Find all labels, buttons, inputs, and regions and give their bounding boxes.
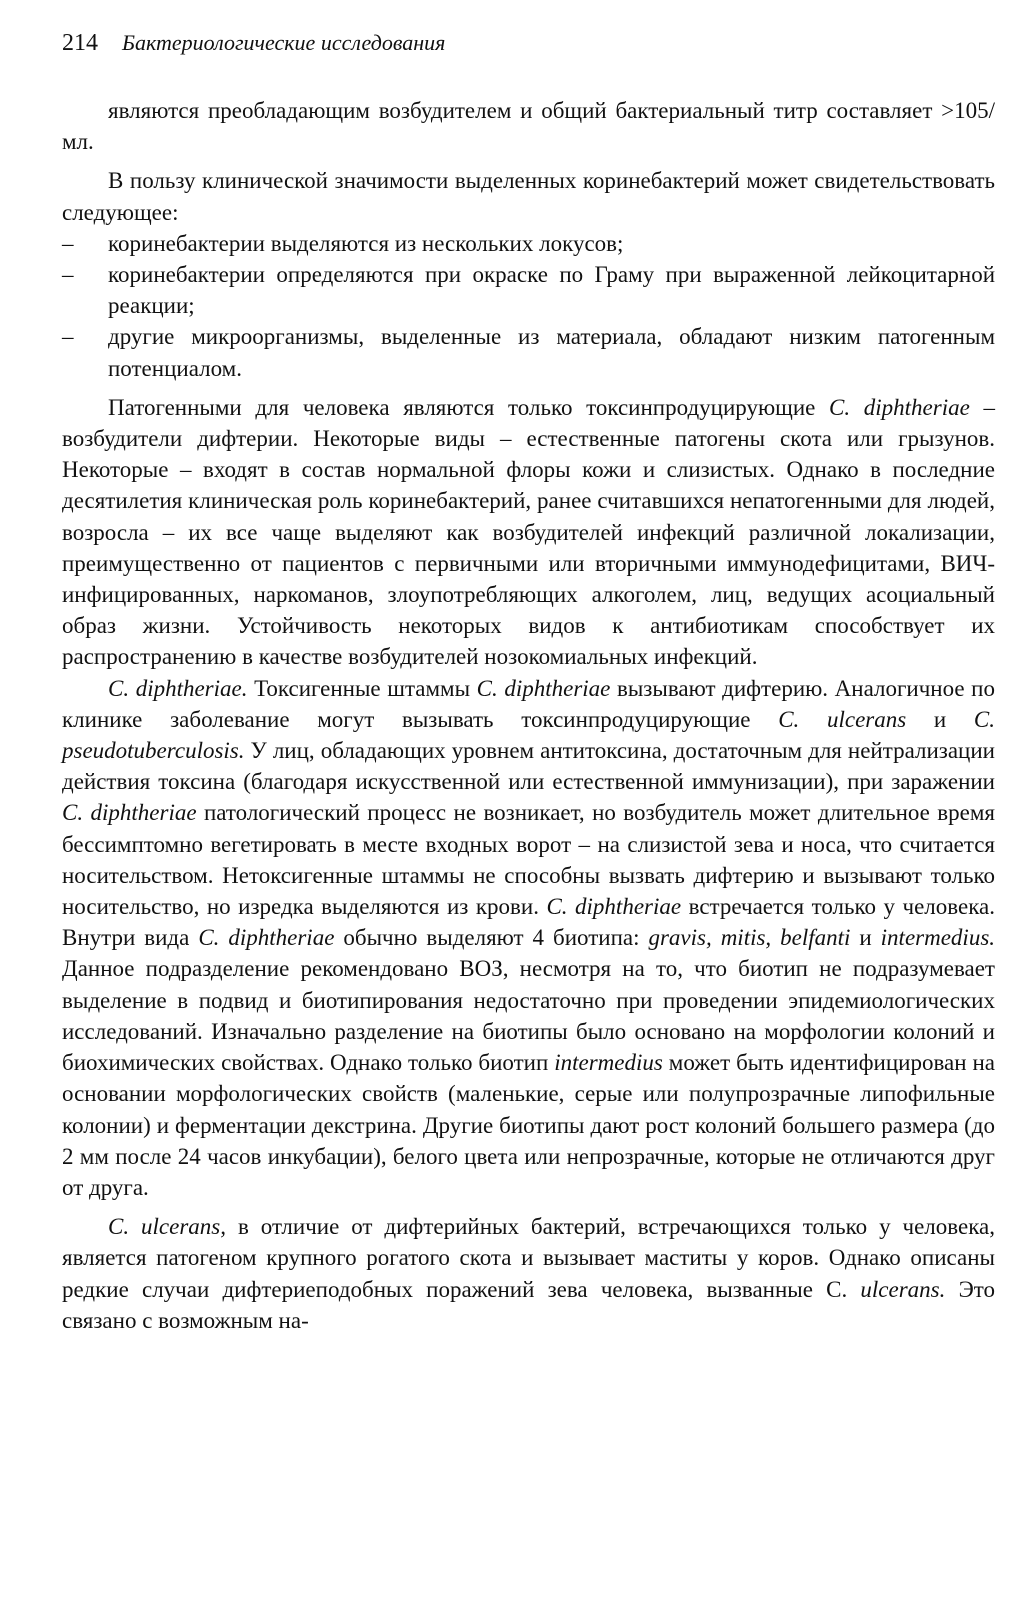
text-run: Патогенными для человека являются только токсинпродуцирующие bbox=[108, 394, 830, 420]
species-name: C. ulcerans bbox=[778, 706, 907, 732]
text-run: обычно выделяют 4 биотипа: bbox=[334, 925, 649, 951]
biotype-name: intermedius. bbox=[880, 925, 996, 951]
text-run: Данное подразделение рекомендовано ВОЗ, несмотря на то, что биотип не подразумевает выделение в подвид и биотипирования недостаточно при проведении эпидемиологических исследований. Изначально разделение на биотипы было основано на морфологии колоний и биохимических свойствах. Однако только биотип bbox=[62, 956, 995, 1076]
text-run: вызывают дифтерию. Аналогичное по клинике заболевание могут вызывать токсинпродуцирующие bbox=[62, 675, 995, 732]
species-name: C. diphtheriae bbox=[198, 925, 335, 951]
paragraph-clinical-significance bbox=[62, 165, 995, 227]
paragraph-continuation bbox=[62, 95, 995, 157]
text-run: и bbox=[906, 706, 974, 732]
species-name: ulcerans. bbox=[860, 1276, 946, 1302]
list-dash: – bbox=[62, 230, 74, 256]
paragraph-c-diphtheriae bbox=[62, 673, 995, 1203]
text-run: в отличие от дифтерийных бактерий, встречающихся только у человека, является патогеном крупного рогатого скота и вызывает маститы у коров. Однако описаны редкие случаи дифтериеподобных поражений зева человека, вызванные C. bbox=[62, 1214, 995, 1302]
text-run: Это связано с возможным на- bbox=[62, 1276, 995, 1333]
page-number: 214 bbox=[62, 30, 98, 56]
text-run: патологический процесс не возникает, но возбудитель может длительное время бессимптомно вегетировать в месте входных ворот – на слизистой зева и носа, что считается носительством. Нетоксигенные штаммы не способны вызвать дифтерию и вызывают только носительство, но изредка выделяются из крови. bbox=[62, 800, 995, 920]
body-text bbox=[62, 95, 995, 1336]
list-item-text: другие микроорганизмы, выделенные из материала, обладают низким патогенным потенциалом. bbox=[108, 324, 995, 381]
list-item bbox=[62, 259, 995, 321]
running-head bbox=[62, 30, 995, 57]
text-run: У лиц, обладающих уровнем антитоксина, достаточным для нейтрализации действия токсина (благодаря искусственной или естественной иммунизации), при заражении bbox=[62, 738, 995, 795]
list-item bbox=[62, 321, 995, 383]
text-run: – возбудители дифтерии. Некоторые виды – естественные патогены скота или грызунов. Некоторые – входят в состав нормальной флоры кожи и слизистых. Однако в последние десятилетия клиническая роль коринебактерий, ранее считавшихся непатогенными для людей, возросла – их все чаще выделяют как возбудителей инфекций различной локализации, преимущественно от пациентов с первичными или вторичными иммунодефицитами, ВИЧ-инфицированных, наркоманов, злоупотребляющих алкоголем, лиц, ведущих асоциальный образ жизни. Устойчивость некоторых видов к антибиотикам способствует их распространению в качестве возбудителей нозокомиальных инфекций. bbox=[62, 394, 995, 670]
text-run: встречается только у человека. Внутри вида bbox=[62, 894, 995, 951]
species-name: C. pseudotuberculosis. bbox=[62, 706, 995, 764]
species-name: C. diphtheriae bbox=[476, 675, 611, 701]
species-name: C. diphtheriae bbox=[546, 894, 682, 920]
paragraph-c-ulcerans bbox=[62, 1211, 995, 1336]
species-name: C. diphtheriae bbox=[62, 800, 197, 826]
list-dash: – bbox=[62, 324, 74, 350]
species-name: C. diphtheriae bbox=[829, 394, 970, 420]
species-name: C. ulcerans, bbox=[108, 1214, 226, 1240]
list-item-text: коринебактерии определяются при окраске по Граму при выраженной лейкоцитарной реакции; bbox=[108, 262, 995, 319]
criteria-list bbox=[62, 228, 995, 384]
paragraph-text: В пользу клинической значимости выделенных коринебактерий может свидетельствовать следующее: bbox=[62, 168, 995, 225]
biotype-names: gravis, mitis, belfanti bbox=[648, 925, 851, 951]
species-name: C. diphtheriae. bbox=[108, 675, 248, 701]
paragraph-text: являются преобладающим возбудителем и общий бактериальный титр составляет >105/мл. bbox=[62, 98, 995, 155]
text-run: может быть идентифицирован на основании морфологических свойств (маленькие, серые или полупрозрачные липофильные колонии) и ферментации декстрина. Другие биотипы дают рост колоний большего размера (до 2 мм после 24 часов инкубации), белого цвета или непрозрачные, которые не отличаются друг от друга. bbox=[62, 1050, 995, 1200]
list-item-text: коринебактерии выделяются из нескольких локусов; bbox=[108, 230, 624, 256]
text-run: Токсигенные штаммы bbox=[247, 675, 477, 701]
biotype-name: intermedius bbox=[554, 1050, 663, 1076]
running-title: Бактериологические исследования bbox=[122, 30, 446, 55]
list-item bbox=[62, 228, 995, 259]
list-dash: – bbox=[62, 262, 74, 288]
paragraph-pathogenic bbox=[62, 392, 995, 673]
text-run: и bbox=[850, 925, 881, 951]
